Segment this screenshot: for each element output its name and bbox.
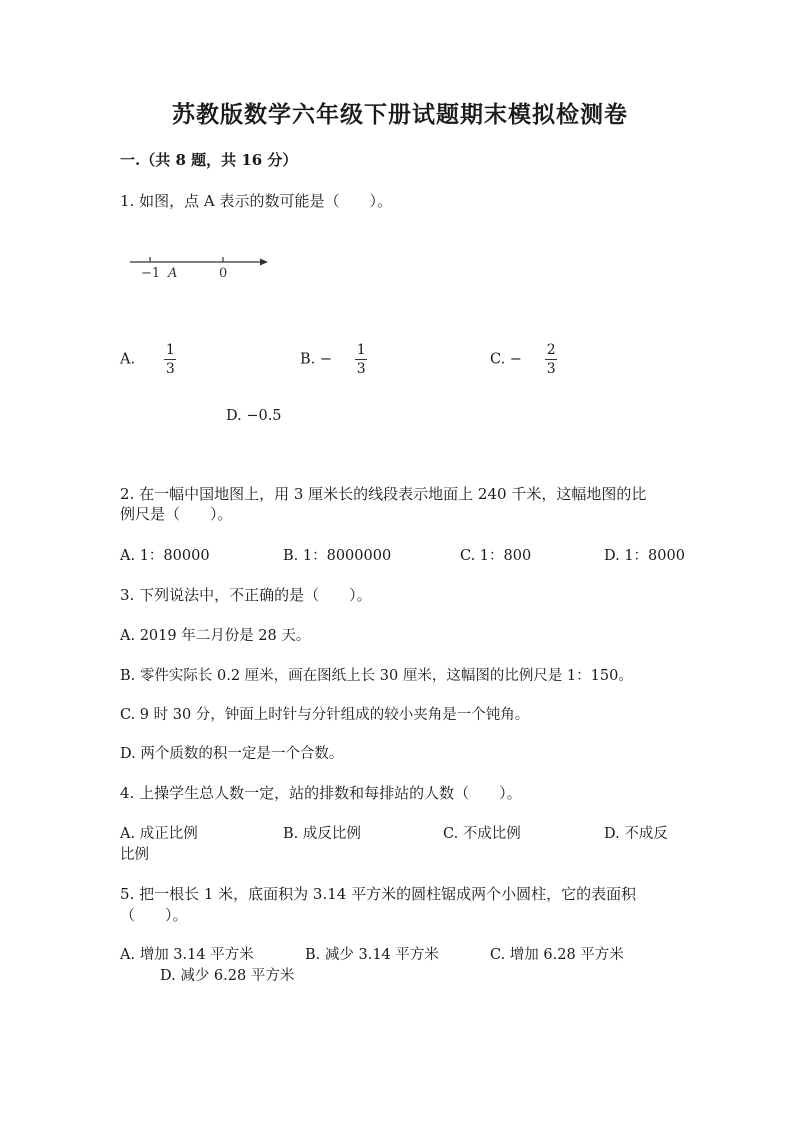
q3-option-c[interactable]: C. 9 时 30 分，钟面上时针与分针组成的较小夹角是一个钝角。 bbox=[120, 707, 530, 723]
question-3-text: 3. 下列说法中，不正确的是（ ）。 bbox=[120, 586, 372, 604]
denominator: 3 bbox=[165, 361, 175, 377]
option-letter: B. bbox=[300, 351, 316, 368]
q2-option-b[interactable]: B. 1：8000000 bbox=[283, 548, 392, 564]
option-letter: A. bbox=[120, 351, 136, 368]
fraction bbox=[164, 342, 176, 377]
question-5-text-line2: （ ）。 bbox=[120, 906, 188, 924]
numerator: 1 bbox=[165, 342, 175, 358]
number-line-arrow bbox=[260, 259, 268, 266]
q4-option-c[interactable]: C. 不成比例 bbox=[443, 826, 521, 842]
minus-sign: − bbox=[319, 351, 333, 368]
fraction-bar bbox=[164, 359, 176, 360]
point-label-a: A bbox=[168, 266, 178, 281]
section-heading: 一.（共 8 题，共 16 分） bbox=[120, 151, 298, 169]
fraction bbox=[545, 342, 557, 377]
q5-option-b[interactable]: B. 减少 3.14 平方米 bbox=[305, 947, 439, 963]
q3-option-b[interactable]: B. 零件实际长 0.2 厘米，画在图纸上长 30 厘米，这幅图的比例尺是 1：150。 bbox=[120, 668, 633, 684]
denominator: 3 bbox=[546, 361, 556, 377]
minus-sign: − bbox=[509, 351, 522, 368]
question-5-text-line1: 5. 把一根长 1 米，底面积为 3.14 平方米的圆柱锯成两个小圆柱，它的表面积 bbox=[120, 885, 637, 903]
q1-option-b[interactable] bbox=[300, 342, 367, 377]
q4-option-a[interactable]: A. 成正比例 bbox=[120, 826, 198, 842]
q4-option-d-wrap: 比例 bbox=[120, 847, 149, 863]
q2-option-c[interactable]: C. 1：800 bbox=[460, 548, 532, 564]
q5-option-a[interactable]: A. 增加 3.14 平方米 bbox=[120, 947, 254, 963]
question-2-text-line1: 2. 在一幅中国地图上，用 3 厘米长的线段表示地面上 240 千米，这幅地图的比 bbox=[120, 485, 647, 503]
tick-label-minus-one: −1 bbox=[141, 266, 161, 281]
q3-option-d[interactable]: D. 两个质数的积一定是一个合数。 bbox=[120, 746, 344, 762]
denominator: 3 bbox=[356, 361, 366, 377]
question-2-text-line2: 例尺是（ ）。 bbox=[120, 505, 233, 523]
question-1-text: 1. 如图，点 A 表示的数可能是（ ）。 bbox=[120, 192, 392, 210]
q4-option-b[interactable]: B. 成反比例 bbox=[283, 826, 361, 842]
numerator: 1 bbox=[356, 342, 366, 358]
option-letter: C. bbox=[490, 351, 506, 368]
q2-option-d[interactable]: D. 1：8000 bbox=[604, 548, 685, 564]
q5-option-d[interactable]: D. 减少 6.28 平方米 bbox=[160, 968, 295, 984]
q5-option-c[interactable]: C. 增加 6.28 平方米 bbox=[490, 947, 624, 963]
q2-option-a[interactable]: A. 1：80000 bbox=[120, 548, 210, 564]
numerator: 2 bbox=[546, 342, 556, 358]
q4-option-d[interactable]: D. 不成反 bbox=[604, 826, 668, 842]
q3-option-a[interactable]: A. 2019 年二月份是 28 天。 bbox=[120, 628, 311, 644]
fraction bbox=[355, 342, 367, 377]
page-title: 苏教版数学六年级下册试题期末模拟检测卷 bbox=[172, 101, 628, 128]
q1-option-d[interactable]: D. −0.5 bbox=[226, 408, 282, 424]
tick-label-zero: 0 bbox=[219, 266, 228, 281]
q1-option-c[interactable] bbox=[490, 342, 557, 377]
number-line-figure bbox=[128, 252, 273, 282]
question-4-text: 4. 上操学生总人数一定，站的排数和每排站的人数（ ）。 bbox=[120, 784, 522, 802]
fraction-bar bbox=[545, 359, 557, 360]
fraction-bar bbox=[355, 359, 367, 360]
q1-option-a[interactable] bbox=[120, 342, 176, 377]
